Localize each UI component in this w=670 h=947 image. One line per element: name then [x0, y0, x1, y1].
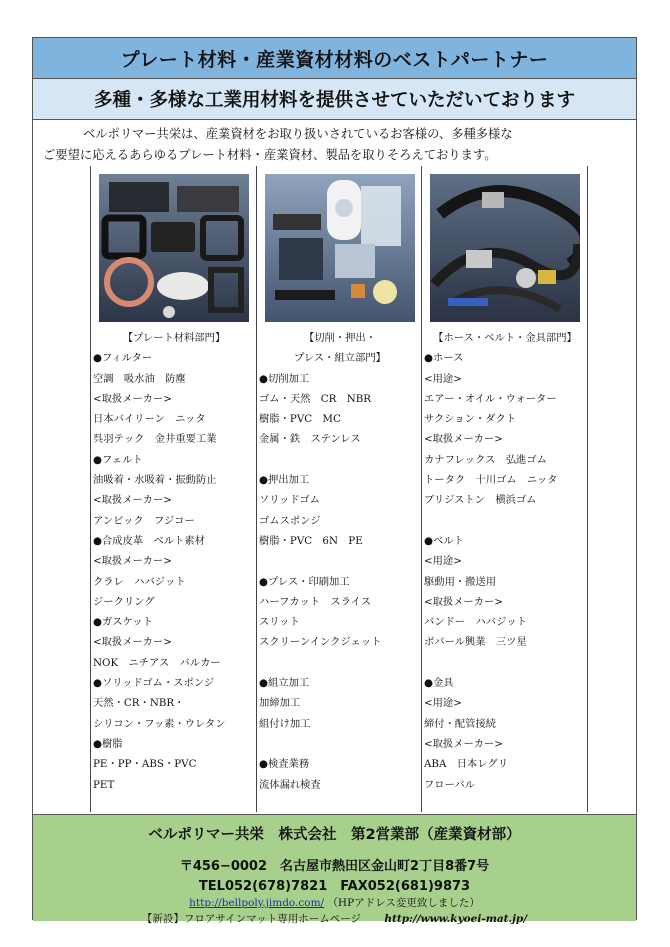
list-line: <用途>	[424, 372, 462, 385]
cutting-extrusion-list	[259, 328, 421, 795]
list-line	[424, 653, 586, 673]
list-line: 呉羽テック 金井重要工業	[93, 433, 217, 446]
company-footer	[33, 814, 636, 925]
column-hoses-belts	[421, 166, 588, 812]
column-cutting-extrusion	[256, 166, 422, 812]
list-line: カナフレックス 弘進ゴム	[424, 453, 547, 466]
list-line: スクリーンインクジェット	[259, 636, 382, 649]
department-grid	[90, 166, 588, 812]
list-line: ●切削加工	[259, 372, 310, 385]
list-line: <用途>	[424, 555, 462, 568]
website-note: （HPアドレス変更致しました）	[327, 897, 480, 909]
list-line: ●ホース	[424, 352, 464, 365]
list-line: ABA 日本レグリ	[424, 758, 509, 771]
list-line: 駆動用・搬送用	[424, 575, 497, 588]
list-line: クラレ ハバジット	[93, 575, 186, 588]
list-line: エアー・オイル・ウォーター	[424, 392, 557, 405]
list-line: スリット	[259, 616, 300, 629]
list-line: 流体漏れ検査	[259, 778, 321, 791]
gasket-plate-materials-photo	[99, 174, 249, 322]
list-line: 加締加工	[259, 697, 301, 710]
company-phone-fax: TEL052(678)7821 FAX052(681)9873	[198, 879, 471, 894]
list-line: NOK ニチアス バルカー	[93, 656, 221, 669]
list-line: ジークリング	[93, 595, 155, 608]
list-line: バンドー ハバジット	[424, 616, 527, 629]
new-site-url[interactable]: http://www.kyoei-mat.jp/	[384, 913, 528, 925]
list-line: 締付・配管接続	[424, 717, 497, 730]
list-line	[259, 734, 421, 754]
list-line: PE・PP・ABS・PVC	[93, 758, 197, 771]
list-line: シリコン・フッ素・ウレタン	[93, 717, 226, 730]
list-line: <用途>	[424, 697, 462, 710]
intro-line-1: ベルポリマー共栄は、産業資材をお取り扱いされているお客様の、多種多様な	[83, 127, 513, 141]
list-line: 空調 吸水油 防塵	[93, 372, 186, 385]
list-line: ●合成皮革 ベルト素材	[93, 534, 205, 547]
list-line	[259, 653, 421, 673]
new-site-line	[33, 911, 636, 926]
list-line: ●金具	[424, 677, 454, 690]
page-subtitle: 多種・多様な工業用材料を提供させていただいております	[33, 79, 636, 120]
list-line: ●フェルト	[93, 453, 143, 466]
list-line: ソリッドゴム	[259, 494, 320, 507]
column-plate-materials	[91, 166, 256, 812]
website-line	[33, 895, 636, 910]
list-line: 組付け加工	[259, 717, 311, 730]
list-line: サクション・ダクト	[424, 413, 517, 426]
list-line: 【切削・押出・	[303, 332, 377, 344]
list-line: ●組立加工	[259, 677, 310, 690]
list-line: 樹脂・PVC MC	[259, 413, 341, 426]
plate-materials-list	[93, 328, 255, 795]
list-line: ●押出加工	[259, 474, 310, 487]
list-line: 天然・CR・NBR・	[93, 697, 185, 710]
hoses-fittings-photo	[430, 174, 580, 322]
list-line: 金属・鉄 ステンレス	[259, 433, 361, 446]
list-line: <取扱メーカー>	[93, 494, 172, 507]
list-line: 油吸着・水吸着・振動防止	[93, 474, 217, 487]
list-line: トータク 十川ゴム ニッタ	[424, 474, 558, 487]
list-line: ボバール興業 三ツ星	[424, 636, 527, 649]
list-line: <取扱メーカー>	[93, 636, 172, 649]
list-line: ハーフカット スライス	[259, 595, 372, 608]
list-line: プレス・組立部門】	[294, 352, 386, 365]
list-line: アンビック フジコー	[93, 514, 195, 527]
list-line: <取扱メーカー>	[93, 392, 172, 405]
list-line: <取扱メーカー>	[93, 555, 172, 568]
list-line: ●ガスケット	[93, 616, 153, 629]
hoses-belts-list	[424, 328, 586, 795]
cutting-extrusion-parts-photo	[265, 174, 415, 322]
intro-text	[43, 124, 628, 166]
website-link[interactable]: http://bellpoly.jimdo.com/	[189, 897, 325, 909]
flyer-frame	[32, 37, 637, 925]
intro-line-2: ご要望に応えるあらゆるプレート材料・産業資材、製品を取りそろえております。	[43, 148, 497, 162]
list-line: 【プレート材料部門】	[122, 332, 226, 344]
list-line: ●樹脂	[93, 737, 123, 750]
list-line: ブリジストン 横浜ゴム	[424, 494, 537, 507]
list-line: 日本バイリーン ニッタ	[93, 413, 206, 426]
list-line: ●ソリッドゴム・スポンジ	[93, 677, 215, 690]
list-line: <取扱メーカー>	[424, 595, 503, 608]
list-line: PET	[93, 778, 115, 791]
list-line: ゴムスポンジ	[259, 514, 321, 527]
new-site-label: 【新設】フロアサインマット専用ホームページ	[141, 913, 362, 925]
list-line: ●フィルター	[93, 352, 153, 365]
list-line: ゴム・天然 CR NBR	[259, 392, 372, 405]
list-line	[259, 450, 421, 470]
list-line: ●検査業務	[259, 758, 310, 771]
list-line: <取扱メーカー>	[424, 737, 503, 750]
list-line: フローバル	[424, 778, 475, 791]
list-line	[424, 511, 586, 531]
page-title: プレート材料・産業資材材料のベストパートナー	[33, 38, 636, 79]
list-line: 樹脂・PVC 6N PE	[259, 534, 363, 547]
company-address: 〒456−0002 名古屋市熱田区金山町2丁目8番7号	[179, 859, 490, 874]
list-line: ●プレス・印刷加工	[259, 575, 350, 588]
list-line: 【ホース・ベルト・金具部門】	[433, 332, 577, 344]
list-line: ●ベルト	[424, 534, 464, 547]
company-name: ベルポリマー共栄 株式会社 第2営業部（産業資材部）	[148, 827, 521, 843]
list-line: <取扱メーカー>	[424, 433, 503, 446]
list-line	[259, 551, 421, 571]
